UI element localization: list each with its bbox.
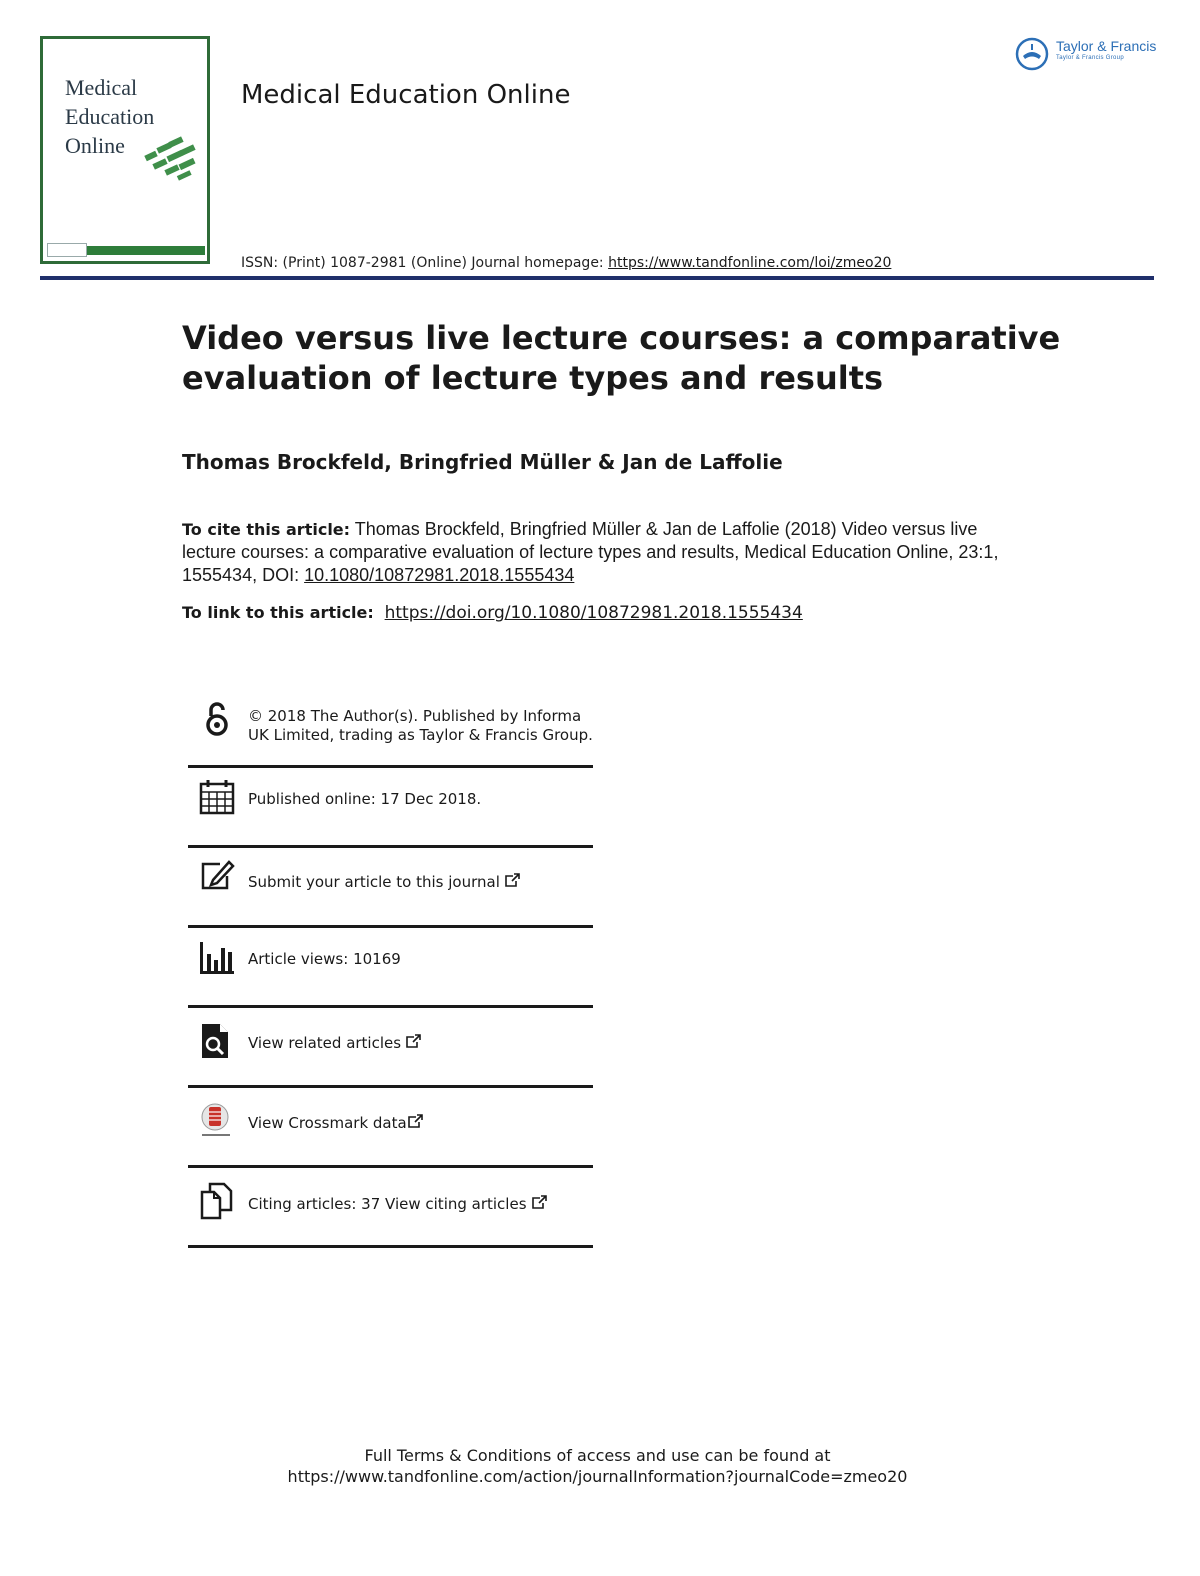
crossmark-label: View Crossmark data	[248, 1114, 407, 1132]
crossmark-link[interactable]	[248, 1114, 593, 1133]
doi-link[interactable]: 10.1080/10872981.2018.1555434	[304, 565, 575, 585]
info-row-copyright	[188, 694, 593, 768]
pencil-edit-icon	[198, 858, 236, 896]
citation-block	[182, 518, 1022, 587]
copyright-text: © 2018 The Author(s). Published by Informa UK Limited, trading as Taylor & Francis Group.	[248, 707, 593, 744]
link-label: To link to this article:	[182, 603, 374, 622]
related-label: View related articles	[248, 1034, 402, 1052]
view-related-link[interactable]	[248, 1034, 593, 1053]
taylor-francis-icon	[1014, 36, 1050, 72]
journal-homepage-link[interactable]: https://www.tandfonline.com/loi/zmeo20	[608, 255, 892, 271]
document-search-icon	[198, 1022, 236, 1060]
article-doi-url[interactable]: https://doi.org/10.1080/10872981.2018.1555434	[384, 603, 803, 623]
bar-chart-icon	[198, 940, 236, 978]
external-link-icon	[405, 1034, 422, 1049]
publisher-name: Taylor & Francis	[1056, 38, 1157, 54]
footer-line-1: Full Terms & Conditions of access and use can be found at	[364, 1446, 831, 1465]
publisher-tagline: Taylor & Francis Group	[1056, 55, 1124, 61]
cite-text: Thomas Brockfeld, Bringfried Müller & Jan de Laffolie (2018) Video versus live lecture courses: a comparative evaluation of lecture types and results, Medical Education Online, 23:1, 1555434, DOI:	[182, 519, 999, 585]
footer-terms-link[interactable]: https://www.tandfonline.com/action/journalInformation?journalCode=zmeo20	[287, 1467, 908, 1486]
external-link-icon	[407, 1114, 424, 1129]
citing-documents-icon	[198, 1182, 236, 1220]
published-date: Published online: 17 Dec 2018.	[248, 790, 482, 808]
issn-line	[241, 255, 891, 271]
citing-label: Citing articles: 37 View citing articles	[248, 1195, 527, 1213]
leaf-pattern-icon	[141, 135, 203, 181]
info-row-published	[188, 768, 593, 848]
calendar-icon	[198, 778, 236, 816]
article-title: Video versus live lecture courses: a comparative evaluation of lecture types and results	[182, 319, 1061, 397]
citing-articles-link[interactable]	[248, 1195, 593, 1214]
external-link-icon	[504, 873, 521, 888]
issn-text: ISSN: (Print) 1087-2981 (Online) Journal homepage:	[241, 255, 609, 271]
submit-label: Submit your article to this journal	[248, 873, 500, 891]
article-authors: Thomas Brockfeld, Bringfried Müller & Jan de Laffolie	[182, 450, 783, 474]
footer-terms	[0, 1445, 1195, 1487]
info-row-related[interactable]	[188, 1008, 593, 1088]
cite-label: To cite this article:	[182, 520, 351, 539]
info-row-views	[188, 928, 593, 1008]
article-views: Article views: 10169	[248, 950, 401, 968]
header-divider	[40, 276, 1154, 280]
info-row-citing[interactable]	[188, 1168, 593, 1248]
publisher-logo[interactable]	[1014, 36, 1159, 72]
cover-publisher-logo	[47, 243, 87, 257]
article-link-line	[182, 603, 803, 623]
journal-name: Medical Education Online	[241, 80, 571, 110]
journal-cover-thumbnail[interactable]	[40, 36, 210, 264]
open-access-icon	[198, 700, 236, 738]
crossmark-icon	[198, 1102, 236, 1140]
info-row-crossmark[interactable]	[188, 1088, 593, 1168]
info-row-submit[interactable]	[188, 848, 593, 928]
external-link-icon	[531, 1195, 548, 1210]
submit-article-link[interactable]	[248, 873, 593, 892]
article-info-list	[188, 694, 593, 1248]
cover-title: Medical Education Online	[65, 75, 155, 158]
